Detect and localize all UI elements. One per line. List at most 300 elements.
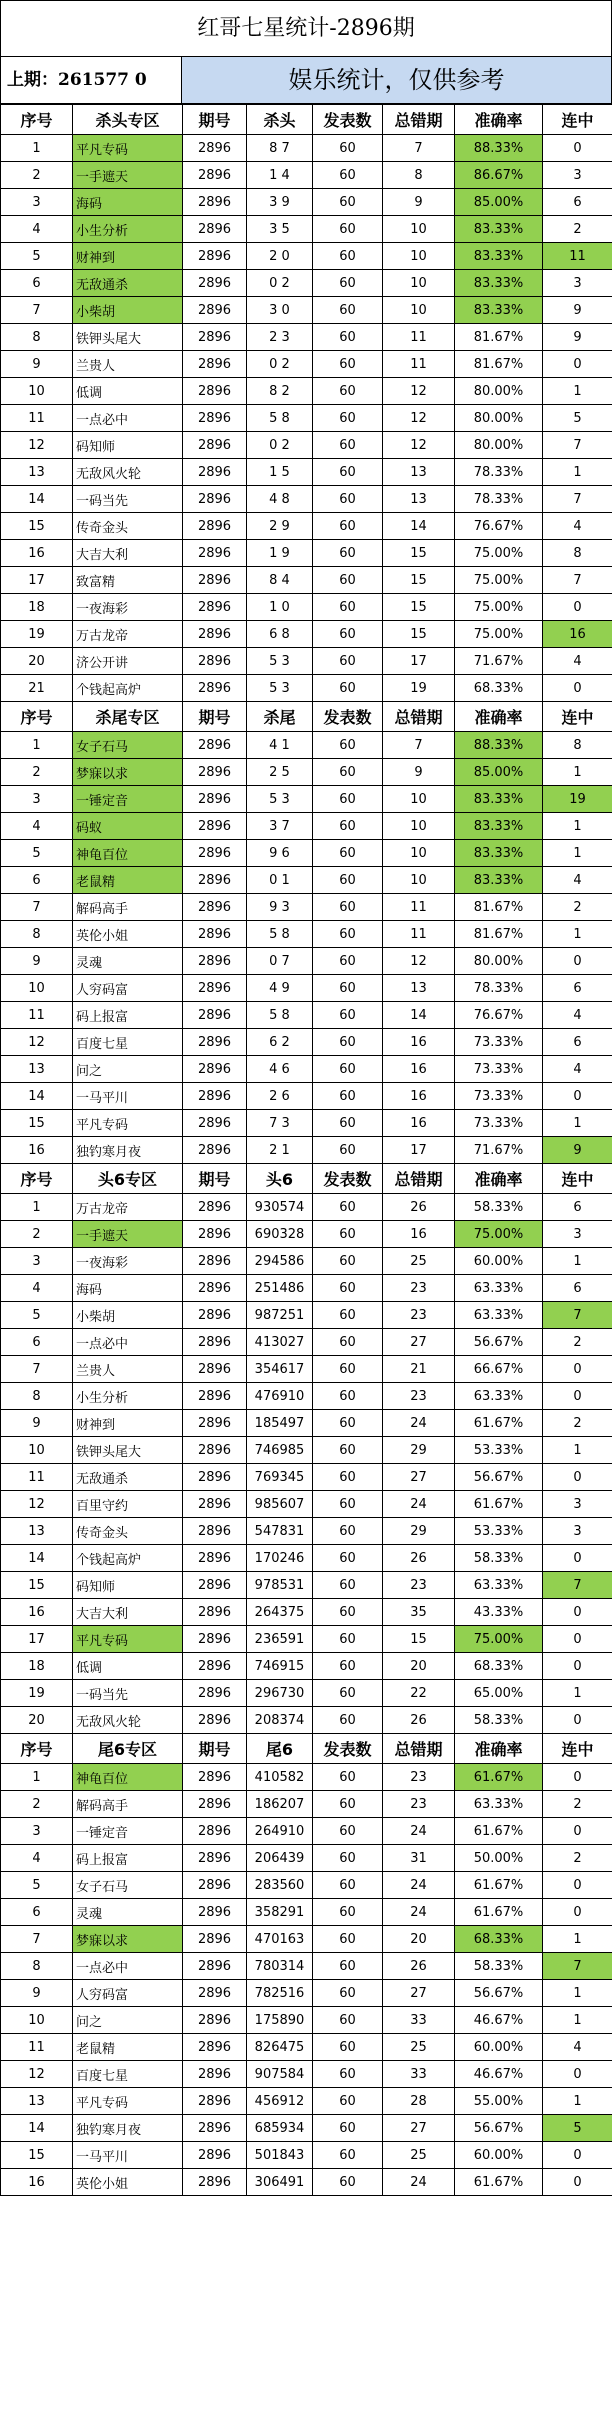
accuracy-cell: 71.67%	[455, 1137, 543, 1164]
code-cell: 8 4	[247, 567, 313, 594]
code-cell: 3 7	[247, 813, 313, 840]
errors-cell: 33	[383, 2007, 455, 2034]
accuracy-cell: 83.33%	[455, 216, 543, 243]
errors-cell: 24	[383, 2169, 455, 2196]
expert-name: 独钓寒月夜	[73, 2115, 183, 2142]
errors-cell: 24	[383, 1872, 455, 1899]
period-cell: 2896	[183, 459, 247, 486]
row-number: 14	[1, 1083, 73, 1110]
posts-cell: 60	[313, 1572, 383, 1599]
row-number: 15	[1, 1572, 73, 1599]
errors-cell: 24	[383, 1491, 455, 1518]
expert-name: 一锤定音	[73, 786, 183, 813]
posts-cell: 60	[313, 594, 383, 621]
errors-cell: 9	[383, 189, 455, 216]
table-row	[1, 1194, 612, 1221]
expert-name: 平凡专码	[73, 135, 183, 162]
accuracy-cell: 88.33%	[455, 732, 543, 759]
expert-name: 无敌通杀	[73, 1464, 183, 1491]
accuracy-cell: 61.67%	[455, 1818, 543, 1845]
period-cell: 2896	[183, 1383, 247, 1410]
streak-cell: 9	[543, 297, 612, 324]
posts-cell: 60	[313, 1491, 383, 1518]
streak-cell: 3	[543, 1221, 612, 1248]
streak-cell: 1	[543, 1980, 612, 2007]
posts-cell: 60	[313, 324, 383, 351]
table-row	[1, 378, 612, 405]
table-row	[1, 1221, 612, 1248]
accuracy-cell: 78.33%	[455, 975, 543, 1002]
streak-cell: 0	[543, 948, 612, 975]
expert-name: 码蚁	[73, 813, 183, 840]
posts-cell: 60	[313, 1194, 383, 1221]
streak-cell: 1	[543, 378, 612, 405]
code-cell: 685934	[247, 2115, 313, 2142]
row-number: 17	[1, 567, 73, 594]
code-cell: 780314	[247, 1953, 313, 1980]
table-row	[1, 1302, 612, 1329]
code-cell: 1 5	[247, 459, 313, 486]
errors-cell: 27	[383, 2115, 455, 2142]
streak-cell: 7	[543, 1302, 612, 1329]
row-number: 10	[1, 378, 73, 405]
accuracy-cell: 66.67%	[455, 1356, 543, 1383]
accuracy-cell: 80.00%	[455, 948, 543, 975]
row-number: 12	[1, 1491, 73, 1518]
table-row	[1, 759, 612, 786]
row-number: 7	[1, 297, 73, 324]
column-header: 连中	[543, 1164, 612, 1194]
period-cell: 2896	[183, 405, 247, 432]
code-cell: 930574	[247, 1194, 313, 1221]
errors-cell: 23	[383, 1383, 455, 1410]
row-number: 2	[1, 162, 73, 189]
code-cell: 2 6	[247, 1083, 313, 1110]
column-header: 总错期	[383, 1164, 455, 1194]
period-cell: 2896	[183, 786, 247, 813]
posts-cell: 60	[313, 1791, 383, 1818]
errors-cell: 8	[383, 162, 455, 189]
errors-cell: 31	[383, 1845, 455, 1872]
table-row	[1, 351, 612, 378]
posts-cell: 60	[313, 1707, 383, 1734]
row-number: 20	[1, 1707, 73, 1734]
expert-name: 万古龙帝	[73, 621, 183, 648]
errors-cell: 13	[383, 975, 455, 1002]
table-row	[1, 1464, 612, 1491]
streak-cell: 1	[543, 2088, 612, 2115]
accuracy-cell: 73.33%	[455, 1083, 543, 1110]
period-cell: 2896	[183, 1599, 247, 1626]
posts-cell: 60	[313, 567, 383, 594]
period-cell: 2896	[183, 1221, 247, 1248]
accuracy-cell: 56.67%	[455, 1980, 543, 2007]
posts-cell: 60	[313, 1872, 383, 1899]
streak-cell: 16	[543, 621, 612, 648]
period-cell: 2896	[183, 216, 247, 243]
table-row	[1, 840, 612, 867]
row-number: 6	[1, 1899, 73, 1926]
streak-cell: 0	[543, 2061, 612, 2088]
streak-cell: 3	[543, 270, 612, 297]
posts-cell: 60	[313, 1056, 383, 1083]
posts-cell: 60	[313, 513, 383, 540]
posts-cell: 60	[313, 867, 383, 894]
errors-cell: 12	[383, 948, 455, 975]
errors-cell: 23	[383, 1764, 455, 1791]
row-number: 11	[1, 2034, 73, 2061]
period-cell: 2896	[183, 1437, 247, 1464]
posts-cell: 60	[313, 243, 383, 270]
period-cell: 2896	[183, 867, 247, 894]
posts-cell: 60	[313, 1545, 383, 1572]
table-row	[1, 513, 612, 540]
row-number: 13	[1, 1518, 73, 1545]
code-cell: 0 2	[247, 432, 313, 459]
row-number: 8	[1, 324, 73, 351]
table-row	[1, 1980, 612, 2007]
expert-name: 一夜海彩	[73, 594, 183, 621]
period-cell: 2896	[183, 1329, 247, 1356]
code-cell: 2 1	[247, 1137, 313, 1164]
code-cell: 4 8	[247, 486, 313, 513]
row-number: 10	[1, 2007, 73, 2034]
column-header: 头6专区	[73, 1164, 183, 1194]
column-header: 期号	[183, 1734, 247, 1764]
accuracy-cell: 83.33%	[455, 297, 543, 324]
row-number: 3	[1, 1248, 73, 1275]
errors-cell: 28	[383, 2088, 455, 2115]
expert-name: 老鼠精	[73, 2034, 183, 2061]
period-cell: 2896	[183, 1572, 247, 1599]
code-cell: 9 6	[247, 840, 313, 867]
accuracy-cell: 61.67%	[455, 1491, 543, 1518]
errors-cell: 25	[383, 1248, 455, 1275]
code-cell: 170246	[247, 1545, 313, 1572]
code-cell: 470163	[247, 1926, 313, 1953]
row-number: 11	[1, 1002, 73, 1029]
period-cell: 2896	[183, 378, 247, 405]
code-cell: 208374	[247, 1707, 313, 1734]
period-cell: 2896	[183, 513, 247, 540]
period-cell: 2896	[183, 1491, 247, 1518]
row-number: 14	[1, 486, 73, 513]
row-number: 5	[1, 1872, 73, 1899]
expert-name: 无敌风火轮	[73, 1707, 183, 1734]
row-number: 1	[1, 732, 73, 759]
code-cell: 456912	[247, 2088, 313, 2115]
period-cell: 2896	[183, 351, 247, 378]
row-number: 19	[1, 621, 73, 648]
expert-name: 小柴胡	[73, 297, 183, 324]
code-cell: 185497	[247, 1410, 313, 1437]
streak-cell: 5	[543, 2115, 612, 2142]
accuracy-cell: 73.33%	[455, 1029, 543, 1056]
period-cell: 2896	[183, 1818, 247, 1845]
code-cell: 501843	[247, 2142, 313, 2169]
errors-cell: 15	[383, 540, 455, 567]
posts-cell: 60	[313, 2034, 383, 2061]
accuracy-cell: 83.33%	[455, 867, 543, 894]
table-row	[1, 675, 612, 702]
disclaimer-banner: 娱乐统计，仅供参考	[182, 57, 611, 103]
accuracy-cell: 56.67%	[455, 1329, 543, 1356]
streak-cell: 6	[543, 1275, 612, 1302]
expert-name: 低调	[73, 378, 183, 405]
expert-name: 平凡专码	[73, 1110, 183, 1137]
streak-cell: 7	[543, 1953, 612, 1980]
column-header: 连中	[543, 1734, 612, 1764]
expert-name: 铁钾头尾大	[73, 324, 183, 351]
code-cell: 6 8	[247, 621, 313, 648]
errors-cell: 7	[383, 135, 455, 162]
posts-cell: 60	[313, 1029, 383, 1056]
accuracy-cell: 61.67%	[455, 2169, 543, 2196]
table-row	[1, 1545, 612, 1572]
accuracy-cell: 56.67%	[455, 1464, 543, 1491]
code-cell: 7 3	[247, 1110, 313, 1137]
expert-name: 财神到	[73, 1410, 183, 1437]
posts-cell: 60	[313, 1137, 383, 1164]
period-cell: 2896	[183, 1845, 247, 1872]
code-cell: 3 9	[247, 189, 313, 216]
row-number: 2	[1, 1791, 73, 1818]
row-number: 14	[1, 1545, 73, 1572]
table-row	[1, 1029, 612, 1056]
period-cell: 2896	[183, 432, 247, 459]
accuracy-cell: 53.33%	[455, 1518, 543, 1545]
posts-cell: 60	[313, 675, 383, 702]
errors-cell: 10	[383, 243, 455, 270]
posts-cell: 60	[313, 1275, 383, 1302]
code-cell: 3 0	[247, 297, 313, 324]
posts-cell: 60	[313, 621, 383, 648]
row-number: 8	[1, 1383, 73, 1410]
code-cell: 690328	[247, 1221, 313, 1248]
expert-name: 铁钾头尾大	[73, 1437, 183, 1464]
period-cell: 2896	[183, 567, 247, 594]
code-cell: 354617	[247, 1356, 313, 1383]
accuracy-cell: 75.00%	[455, 540, 543, 567]
accuracy-cell: 46.67%	[455, 2061, 543, 2088]
expert-name: 梦寐以求	[73, 759, 183, 786]
table-row	[1, 189, 612, 216]
posts-cell: 60	[313, 732, 383, 759]
period-cell: 2896	[183, 1029, 247, 1056]
posts-cell: 60	[313, 948, 383, 975]
errors-cell: 9	[383, 759, 455, 786]
streak-cell: 0	[543, 1356, 612, 1383]
accuracy-cell: 61.67%	[455, 1899, 543, 1926]
errors-cell: 24	[383, 1410, 455, 1437]
table-row	[1, 243, 612, 270]
streak-cell: 0	[543, 2142, 612, 2169]
expert-name: 百里守约	[73, 1491, 183, 1518]
posts-cell: 60	[313, 2115, 383, 2142]
row-number: 9	[1, 351, 73, 378]
column-header: 序号	[1, 1164, 73, 1194]
accuracy-cell: 46.67%	[455, 2007, 543, 2034]
errors-cell: 10	[383, 867, 455, 894]
column-header: 准确率	[455, 702, 543, 732]
streak-cell: 0	[543, 1599, 612, 1626]
posts-cell: 60	[313, 921, 383, 948]
errors-cell: 10	[383, 840, 455, 867]
errors-cell: 7	[383, 732, 455, 759]
table-row	[1, 216, 612, 243]
accuracy-cell: 83.33%	[455, 840, 543, 867]
accuracy-cell: 83.33%	[455, 243, 543, 270]
accuracy-cell: 81.67%	[455, 324, 543, 351]
period-cell: 2896	[183, 540, 247, 567]
errors-cell: 17	[383, 648, 455, 675]
row-number: 8	[1, 1953, 73, 1980]
accuracy-cell: 81.67%	[455, 894, 543, 921]
streak-cell: 0	[543, 1707, 612, 1734]
last-issue-result: 上期：261577 0	[1, 57, 182, 103]
column-header: 准确率	[455, 1734, 543, 1764]
period-cell: 2896	[183, 1899, 247, 1926]
column-header: 连中	[543, 702, 612, 732]
streak-cell: 7	[543, 486, 612, 513]
row-number: 5	[1, 840, 73, 867]
posts-cell: 60	[313, 270, 383, 297]
errors-cell: 26	[383, 1707, 455, 1734]
code-cell: 413027	[247, 1329, 313, 1356]
posts-cell: 60	[313, 189, 383, 216]
table-row	[1, 2034, 612, 2061]
row-number: 1	[1, 1194, 73, 1221]
expert-name: 海码	[73, 189, 183, 216]
row-number: 9	[1, 1410, 73, 1437]
column-header: 序号	[1, 105, 73, 135]
table-row	[1, 1437, 612, 1464]
period-cell: 2896	[183, 1410, 247, 1437]
row-number: 14	[1, 2115, 73, 2142]
table-row	[1, 432, 612, 459]
streak-cell: 0	[543, 594, 612, 621]
accuracy-cell: 75.00%	[455, 1221, 543, 1248]
row-number: 13	[1, 1056, 73, 1083]
code-cell: 2 9	[247, 513, 313, 540]
code-cell: 4 1	[247, 732, 313, 759]
errors-cell: 10	[383, 297, 455, 324]
errors-cell: 24	[383, 1899, 455, 1926]
expert-name: 一点必中	[73, 1953, 183, 1980]
period-cell: 2896	[183, 948, 247, 975]
streak-cell: 6	[543, 1194, 612, 1221]
row-number: 12	[1, 2061, 73, 2088]
errors-cell: 25	[383, 2034, 455, 2061]
expert-name: 人穷码富	[73, 975, 183, 1002]
period-cell: 2896	[183, 1653, 247, 1680]
expert-name: 一锤定音	[73, 1818, 183, 1845]
posts-cell: 60	[313, 1248, 383, 1275]
streak-cell: 1	[543, 921, 612, 948]
streak-cell: 1	[543, 813, 612, 840]
table-row	[1, 648, 612, 675]
info-bar	[0, 56, 612, 104]
column-header: 杀头专区	[73, 105, 183, 135]
accuracy-cell: 60.00%	[455, 2142, 543, 2169]
period-cell: 2896	[183, 2115, 247, 2142]
streak-cell: 0	[543, 1464, 612, 1491]
errors-cell: 15	[383, 621, 455, 648]
column-header: 杀尾	[247, 702, 313, 732]
expert-name: 独钓寒月夜	[73, 1137, 183, 1164]
errors-cell: 20	[383, 1926, 455, 1953]
table-row	[1, 2115, 612, 2142]
column-header: 总错期	[383, 105, 455, 135]
row-number: 21	[1, 675, 73, 702]
expert-name: 小生分析	[73, 1383, 183, 1410]
posts-cell: 60	[313, 162, 383, 189]
code-cell: 264910	[247, 1818, 313, 1845]
posts-cell: 60	[313, 1302, 383, 1329]
posts-cell: 60	[313, 1464, 383, 1491]
period-cell: 2896	[183, 840, 247, 867]
expert-name: 财神到	[73, 243, 183, 270]
row-number: 12	[1, 1029, 73, 1056]
expert-name: 解码高手	[73, 1791, 183, 1818]
posts-cell: 60	[313, 432, 383, 459]
row-number: 19	[1, 1680, 73, 1707]
posts-cell: 60	[313, 894, 383, 921]
table-row	[1, 459, 612, 486]
expert-name: 兰贵人	[73, 1356, 183, 1383]
period-cell: 2896	[183, 813, 247, 840]
posts-cell: 60	[313, 297, 383, 324]
row-number: 10	[1, 975, 73, 1002]
errors-cell: 27	[383, 1464, 455, 1491]
errors-cell: 10	[383, 813, 455, 840]
streak-cell: 3	[543, 1518, 612, 1545]
row-number: 7	[1, 1356, 73, 1383]
row-number: 9	[1, 948, 73, 975]
streak-cell: 8	[543, 540, 612, 567]
errors-cell: 16	[383, 1221, 455, 1248]
period-cell: 2896	[183, 1680, 247, 1707]
errors-cell: 15	[383, 1626, 455, 1653]
streak-cell: 2	[543, 1410, 612, 1437]
errors-cell: 12	[383, 405, 455, 432]
streak-cell: 9	[543, 1137, 612, 1164]
accuracy-cell: 73.33%	[455, 1110, 543, 1137]
accuracy-cell: 63.33%	[455, 1572, 543, 1599]
errors-cell: 23	[383, 1572, 455, 1599]
period-cell: 2896	[183, 1056, 247, 1083]
expert-name: 个钱起高炉	[73, 1545, 183, 1572]
code-cell: 2 5	[247, 759, 313, 786]
code-cell: 5 3	[247, 675, 313, 702]
posts-cell: 60	[313, 1653, 383, 1680]
errors-cell: 26	[383, 1953, 455, 1980]
accuracy-cell: 81.67%	[455, 921, 543, 948]
row-number: 17	[1, 1626, 73, 1653]
posts-cell: 60	[313, 2061, 383, 2088]
errors-cell: 23	[383, 1791, 455, 1818]
streak-cell: 2	[543, 1845, 612, 1872]
errors-cell: 16	[383, 1056, 455, 1083]
table-row	[1, 894, 612, 921]
posts-cell: 60	[313, 405, 383, 432]
code-cell: 6 2	[247, 1029, 313, 1056]
row-number: 10	[1, 1437, 73, 1464]
code-cell: 186207	[247, 1791, 313, 1818]
errors-cell: 17	[383, 1137, 455, 1164]
period-cell: 2896	[183, 894, 247, 921]
table-row	[1, 1818, 612, 1845]
